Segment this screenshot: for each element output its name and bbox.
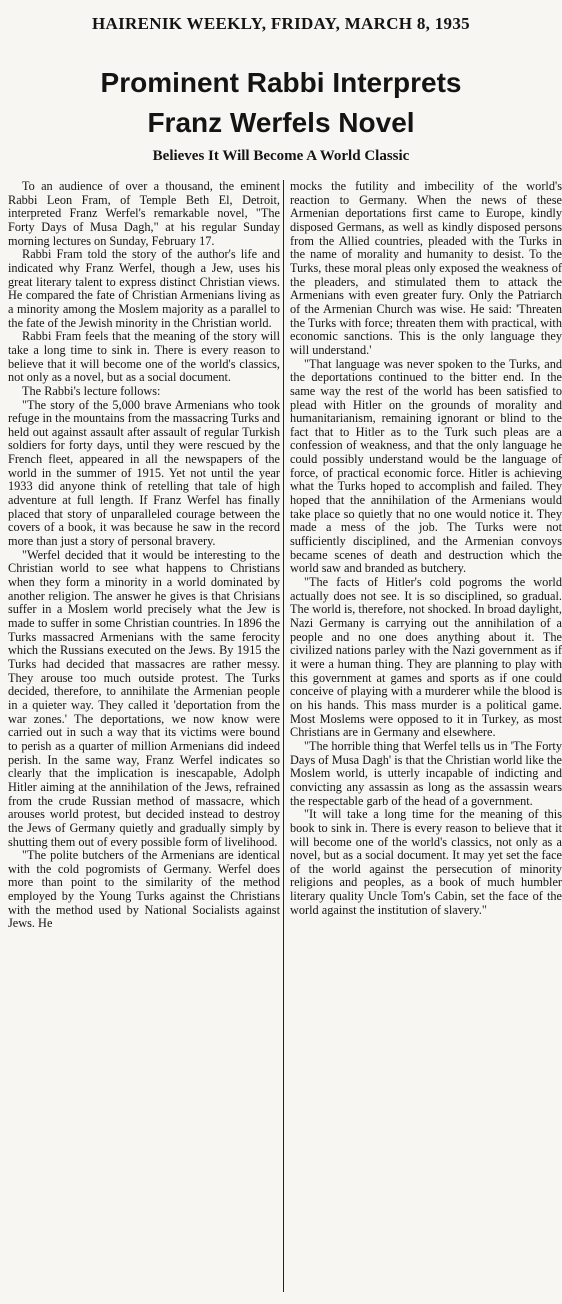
paragraph: "The story of the 5,000 brave Armenians who took refuge in the mountains from the massacring Turks and held out against assault after assault of regular Turkish soldiers for forty days, until they were rescued by the French fleet, appeared in all the newspapers of the world in the summer of 1915. Yet not until the year 1933 did anyone think of retelling that tale of high adventure at full length. If Franz Werfel has finally placed that story of unparalleled courage between the covers of a book, it was because he saw in the record more than just a story of personal bravery. [8,397,280,549]
paragraph: "Werfel decided that it would be interesting to the Christian world to see what happens to Christians when they form a minority in a world dominated by another religion. The answer he gives is that Chrisians suffer in a Moslem world precisely what the Jew is made to suffer in some Christian countries. In 1896 the Turks massacred Armenians with the same ferocity which the Russians executed on the Jews. By 1915 the Turks had decided that massacres are rather messy. They arouse too much outside protest. The Turks decided, therefore, to annihilate the Armenian people in a quieter way. They called it 'deportation from the war zones.' The deportations, we now know were carried out in such a way that its victims were bound to perish as a quarter of million Armenians did indeed perish. In the same way, Franz Werfel indicates so clearly that the implication is inescapable, Adolph Hitler aiming at the annihilation of the Jews, refrained from the crude Russian method of massacre, which arouses world protest, but decided instead to destroy the Jews of Germany quietly and gradually simply by shutting them out of every possible form of livelihood. [8,547,280,849]
masthead: HAIRENIK WEEKLY, FRIDAY, MARCH 8, 1935 [92,14,470,33]
article-left-column [8,180,280,1294]
paragraph: mocks the futility and imbecility of the world's reaction to Germany. When the news of these Armenian deportations first came to Europe, kindly disposed Germans, as well as kindly disposed persons from the Allied countries, pleaded with the Turks in the name of morality and humanity to desist. To the Turks, these moral pleas only exposed the weakness of the pleaders, and stimulated them to attack the Armenians with even greater fury. Only the Patriarch of the Armenian Church was wise. He said: 'Threaten the Turks with force; threaten them with practical, with economic sanctions. This is the only language they will understand.' [290,180,562,357]
paragraph: "The horrible thing that Werfel tells us in 'The Forty Days of Musa Dagh' is that the Christian world like the Moslem world, is utterly incapable of indicting and convicting any assassin as long as the assassin wears the respectable garb of the head of a government. [290,738,562,808]
paragraph: Rabbi Fram feels that the meaning of the story will take a long time to sink in. There is every reason to believe that it will become one of the world's classics, not only as a novel, but as a social document. [8,329,280,385]
paragraph: "That language was never spoken to the Turks, and the deportations continued to the bitter end. In the same way the rest of the world has been satisfied to plead with Hitler on the grounds of morality and humanitarianism, remaining ignorant or blind to the fact that to Hitler as to the Turk such pleas are a confession of weakness, and that the only language he could possibly understand would be the language of force, of practical economic force. Hitler is achieving what the Turks hoped to accomplish and failed. They hoped that the annihilation of the Armenians would take place so quietly that no one would notice it. They made a mess of the job. The Turks were not sufficiently disciplined, and the Armenian convoys became scenes of death and destruction which the world saw and branded as butchery. [290,356,562,576]
subheadline: Believes It Will Become A World Classic [152,148,410,164]
headline-line-2: Franz Werfels Novel [147,107,415,138]
paragraph: "The polite butchers of the Armenians are identical with the cold pogromists of Germany. Werfel does more than point to the similarity of the method employed by the Young Turks against the Christians with the method used by National Socialists against Jews. He [8,848,280,931]
article-right-column [290,180,562,1294]
paragraph: To an audience of over a thousand, the eminent Rabbi Leon Fram, of Temple Beth El, Detroit, interpreted Franz Werfel's remarkable novel, "The Forty Days of Musa Dagh," at his regular Sunday morning lectures on Sunday, February 17. [8,180,280,248]
headline-line-1: Prominent Rabbi Interprets [100,67,462,98]
paragraph: "The facts of Hitler's cold pogroms the world actually does not see. It is so disciplined, so gradual. The world is, therefore, not shocked. In broad daylight, Nazi Germany is carrying out the annihilation of a people and no one does anything about it. The civilized nations parley with the Nazi government as if it were a human thing. They are planning to play with this government at games and sports as if one could conceive of playing with a murderer while the blood is on his hands. This mass murder is a political game. Most Moslems were opposed to it in Turkey, as most Christians are in Germany and elsewhere. [290,575,562,740]
paragraph: Rabbi Fram told the story of the author's life and indicated why Franz Werfel, though a Jew, uses his great literary talent to express distinct Christian views. He compared the fate of Christian Armenians living as a minority among the Moslem majority as a parallel to the fate of the Jewish minority in the Christian world. [8,247,280,330]
column-divider [283,180,284,1292]
paragraph: The Rabbi's lecture follows: [22,383,161,398]
paragraph: "It will take a long time for the meaning of this book to sink in. There is every reason to believe that it will become one of the world's classics, not only as a novel, but as a social document. It may yet set the face of the world against the persecution of minority religions and peoples, as a book of much humbler literary quality Uncle Tom's Cabin, set the face of the world against the institution of slavery." [290,807,562,917]
